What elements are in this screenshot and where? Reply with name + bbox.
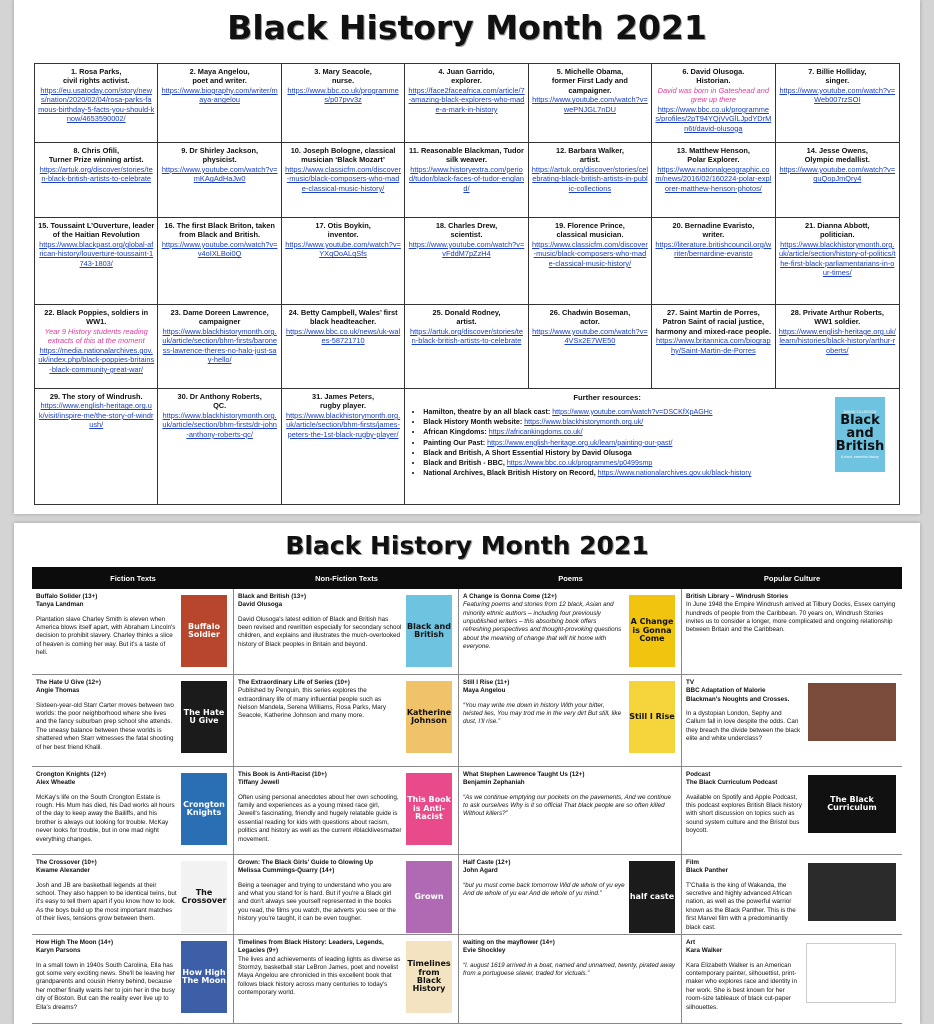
item-title: Timelines from Black History: Leaders, Legends, Legacies (9+) <box>238 939 384 955</box>
day-note: David was born in Gateshead and grew up there <box>657 85 770 105</box>
table-body <box>32 589 902 1024</box>
black-and-british-book-cover <box>835 397 885 472</box>
item-author: Alex Wheatle <box>36 779 76 787</box>
day-link[interactable]: https://www.bbc.co.uk/news/uk-wales-58721710 <box>285 326 401 346</box>
item-description: Often using personal anecdotes about her own schooling, family and experiences as a young mixed race girl, Jewell's fascinating, friendly and hugely relatable guide is essential reading for kids with questions about racism, politics and history as well as the current #blacklivesmatter movement. <box>238 793 402 843</box>
cover-image <box>629 861 675 933</box>
item-author: Karyn Parsons <box>36 947 81 955</box>
day-link[interactable]: https://www.youtube.com/watch?v=quQopJmQry4 <box>779 164 896 184</box>
day-heading: 30. Dr Anthony Roberts, <box>177 392 262 401</box>
table-row <box>32 855 902 935</box>
day-subheading: Turner Prize winning artist. <box>48 155 144 165</box>
table-cell <box>234 935 459 1023</box>
item-description: David Olusoga's latest edition of Black and British has been revised and rewritten especially for secondary school children, and explains and illustrates the much-overlooked history of Black peoples in Britain and beyond. <box>238 615 402 648</box>
day-subheading: nurse. <box>331 76 355 86</box>
item-description: Kara Elizabeth Walker is an American contemporary painter, silhouettist, print-maker who explores race and identity in her work. She is best known for her room-size tableaux of black cut-paper silhouettes. <box>686 961 797 1011</box>
table-cell <box>234 767 459 854</box>
item-title: Still I Rise (11+) <box>463 679 510 686</box>
cover-title: The Hate U Give <box>183 707 225 725</box>
day-link[interactable]: https://literature.britishcouncil.org/writer/bernardine-evaristo <box>655 239 772 259</box>
day-heading: 12. Barbara Walker, <box>555 146 624 155</box>
reading-list-page <box>14 523 920 1024</box>
calendar-day-29 <box>35 389 158 504</box>
day-subheading: artist. <box>456 317 477 327</box>
day-link[interactable]: https://www.blackpast.org/global-african-history/louverture-toussaint-1743-1803/ <box>39 239 154 268</box>
day-heading: 14. Jesse Owens, <box>806 146 868 155</box>
day-link[interactable]: https://www.blackhistorymonth.org.uk/article/section/bhm-firsts/dr-john-anthony-roberts-qc/ <box>162 410 277 439</box>
table-cell <box>459 767 682 854</box>
day-heading: 28. Private Arthur Roberts, <box>790 308 884 317</box>
day-link[interactable]: https://www.britannica.com/biography/Saint-Martin-de-Porres <box>656 336 771 355</box>
day-heading: 4. Juan Garrido, <box>438 67 495 76</box>
day-heading: 7. Billie Holliday, <box>808 67 867 76</box>
day-heading: 9. Dr Shirley Jackson, <box>181 146 259 155</box>
table-cell <box>459 855 682 934</box>
day-link[interactable]: https://www.historyextra.com/period/tudor/black-faces-of-tudor-england/ <box>408 164 524 193</box>
calendar-day-27 <box>652 305 775 389</box>
day-heading: 15. Toussaint L’Ouverture, leader of the Haitian Revolution <box>38 221 155 240</box>
table-row <box>32 675 902 767</box>
calendar-day-6 <box>652 64 775 143</box>
item-description: Sixteen-year-old Starr Carter moves between two worlds: the poor neighborhood where she lives and the fancy suburban prep school she attends. The uneasy balance between these worlds is shattered when Starr witnesses the fatal shooting of her best friend Khalil. <box>36 701 174 751</box>
day-link[interactable]: https://www.youtube.com/watch?v=YXqOoALqSfs <box>285 239 401 259</box>
column-header: Popular Culture <box>763 573 821 583</box>
day-link[interactable]: https://www.biography.com/writer/maya-angelou <box>161 85 278 105</box>
table-cell <box>32 675 234 766</box>
calendar-day-25 <box>405 305 528 389</box>
calendar-day-30 <box>158 389 281 504</box>
resource-item <box>423 438 793 448</box>
cover-title: How High The Moon <box>181 967 226 985</box>
calendar-day-2 <box>158 64 281 143</box>
day-subheading: singer. <box>825 76 850 86</box>
day-heading: 25. Donald Rodney, <box>432 308 501 317</box>
column-header: Fiction Texts <box>110 573 156 583</box>
resource-link[interactable]: https://www.youtube.com/watch?v=DSCKfXpAGHc <box>552 407 713 416</box>
resource-item <box>423 458 793 468</box>
item-title: What Stephen Lawrence Taught Us (12+) <box>463 771 585 778</box>
table-header <box>32 567 902 589</box>
resource-label: African Kingdoms: <box>423 428 489 437</box>
day-subheading: Olympic medallist. <box>804 155 870 165</box>
calendar-day-24 <box>282 305 405 389</box>
item-description: T'Challa is the king of Wakanda, the secretive and highly advanced African nation, as well as the powerful warrior known as the Black Panther. This is the first Marvel film with a predominantly black cast. <box>686 881 796 931</box>
calendar-day-11 <box>405 143 528 218</box>
calendar-day-21 <box>776 218 899 305</box>
cover-title: This Book is Anti-Racist <box>407 795 451 822</box>
day-subheading: poet and writer. <box>192 76 247 86</box>
day-subheading: actor. <box>580 317 600 327</box>
day-heading: 16. The first Black Briton, taken from Black and British. <box>164 221 275 240</box>
day-link[interactable]: https://www.youtube.com/watch?v=mKAgAdHaJw0 <box>161 164 278 184</box>
item-author: Benjamin Zephaniah <box>463 779 525 787</box>
calendar-day-5 <box>529 64 652 143</box>
day-subheading: classical musician. <box>556 230 624 240</box>
table-cell <box>32 767 234 854</box>
resource-item <box>423 427 793 437</box>
item-author: The Black Curriculum Podcast <box>686 779 778 787</box>
day-link[interactable]: https://www.bbc.co.uk/programmes/profiles/2pT94YQjVvGlLJpdYDrMn6t/david-olusoga <box>655 104 772 133</box>
item-description: In a small town in 1940s South Carolina, Ella has got some very exciting news. She'll be leaving her grandparents and cousin Henry behind, because her mother finally wants her to join her in the busy city of Boston. But can the reality ever live up to Ella's dreams? <box>36 961 176 1011</box>
reading-list-title: Black History Month 2021 <box>285 531 649 560</box>
calendar-day-14 <box>776 143 899 218</box>
day-heading: 22. Black Poppies, soldiers in WW1. <box>44 308 149 327</box>
day-subheading: scientist. <box>450 230 483 240</box>
day-link[interactable]: https://www.classicfm.com/discover-music/black-composers-who-made-classical-music-history/ <box>285 164 401 193</box>
cover-title: Still I Rise <box>629 711 675 721</box>
table-cell <box>459 589 682 674</box>
table-cell <box>459 935 682 1023</box>
cover-title: The Crossover <box>181 887 227 905</box>
resource-item <box>423 417 793 427</box>
day-link[interactable]: https://artuk.org/discover/stories/ten-black-british-artists-to-celebrate <box>39 164 153 184</box>
day-heading: 17. Otis Boykin, <box>315 221 371 230</box>
resource-item <box>423 468 793 478</box>
item-author: John Agard <box>463 867 498 875</box>
cover-image <box>629 681 675 753</box>
cover-image <box>406 861 452 933</box>
day-heading: 21. Dianna Abbott, <box>804 221 870 230</box>
item-author: Tanya Landman <box>36 601 84 609</box>
day-link[interactable]: https://www.youtube.com/watch?v=4VSx2E7WE50 <box>532 326 648 346</box>
table-cell <box>682 589 902 674</box>
day-subheading: physicist. <box>202 155 237 165</box>
table-cell <box>682 855 902 934</box>
item-description: In June 1948 the Empire Windrush arrived at Tilbury Docks, Essex carrying hundreds of people from the Caribbean. 70 years on, Windrush Stories invites us to consider a longer, more complicated and ongoing relationship between Britain and the Caribbean. <box>686 601 896 634</box>
item-author: Angie Thomas <box>36 687 80 695</box>
day-subheading: former First Lady and campaigner. <box>551 76 628 95</box>
day-heading: 10. Joseph Bologne, classical musician ‘Black Mozart’ <box>290 146 396 165</box>
item-author: BBC Adaptation of Malorie Blackman's Noughts and Crosses. <box>686 687 790 703</box>
day-subheading: inventor. <box>327 230 359 240</box>
item-title: How High The Moon (14+) <box>36 939 114 946</box>
day-link[interactable]: https://www.youtube.com/watch?v=vFddM7pZzH4 <box>408 239 525 259</box>
resources-title: Further resources: <box>573 393 641 402</box>
day-heading: 23. Dame Doreen Lawrence, campaigner <box>170 308 269 327</box>
item-author: Kwame Alexander <box>36 867 91 875</box>
calendar-day-26 <box>529 305 652 389</box>
day-subheading: explorer. <box>451 76 482 86</box>
day-heading: 5. Michelle Obama, <box>556 67 624 76</box>
item-title: Half Caste (12+) <box>463 859 511 866</box>
resource-label: Black and British - BBC, <box>423 459 507 468</box>
item-title: A Change is Gonna Come (12+) <box>463 593 557 600</box>
item-title: The Crossover (10+) <box>36 859 97 866</box>
day-heading: 24. Betty Campbell, Wales’ first black headteacher. <box>288 308 398 327</box>
item-author: Maya Angelou <box>463 687 506 695</box>
day-link[interactable]: https://www.bbc.co.uk/programmes/p07pvv3z <box>287 85 399 105</box>
table-cell <box>234 855 459 934</box>
table-cell <box>234 675 459 766</box>
day-link[interactable]: https://face2faceafrica.com/article/7-amazing-black-explorers-who-made-a-mark-in-history <box>408 85 525 114</box>
table-row <box>32 589 902 675</box>
item-title: The Hate U Give (12+) <box>36 679 101 686</box>
cover-title: The Black Curriculum <box>827 794 877 812</box>
item-title: This Book is Anti-Racist (10+) <box>238 771 327 778</box>
day-link[interactable]: https://www.youtube.com/watch?v=Web007rzSOI <box>779 85 896 105</box>
day-link[interactable]: https://www.classicfm.com/discover-music/black-composers-who-made-classical-music-history/ <box>532 239 648 268</box>
calendar-day-8 <box>35 143 158 218</box>
day-heading: 26. Chadwin Boseman, <box>549 308 631 317</box>
item-description: In a dystopian London, Sephy and Callum fall in love despite the odds. Can they breach the divide between the black elite and white underclass? <box>686 710 801 743</box>
cover-title: Black and British <box>407 621 451 639</box>
item-author: Black Panther <box>686 867 728 875</box>
day-link[interactable]: https://www.blackhistorymonth.org.uk/article/section/history-of-politics/the-first-black-parliamentarians-in-our-times/ <box>778 239 896 278</box>
day-link[interactable]: https://www.english-heritage.org.uk/learn/histories/black-history/arthur-roberts/ <box>778 326 896 355</box>
table-row <box>32 767 902 855</box>
day-heading: 2. Maya Angelou, <box>189 67 250 76</box>
calendar-day-3 <box>282 64 405 143</box>
item-author: Kara Walker <box>686 947 723 955</box>
day-heading: 27. Saint Martin de Porres, Patron Saint of racial justice, harmony and mixed-race people. <box>655 308 772 336</box>
item-title: British Library – Windrush Stories <box>686 593 789 600</box>
day-heading: 31. James Peters, <box>312 392 375 401</box>
cover-title: Timelines from Black History <box>407 959 451 994</box>
day-link[interactable]: https://artuk.org/discover/stories/celebrating-black-british-artists-in-public-collections <box>531 164 649 193</box>
calendar-day-28 <box>776 305 899 389</box>
cover-title: half caste <box>629 891 675 901</box>
day-heading: 1. Rosa Parks, <box>70 67 122 76</box>
day-heading: 6. David Olusoga. <box>682 67 745 76</box>
item-title: Buffalo Solider (13+) <box>36 593 98 600</box>
item-title: Art <box>686 939 696 946</box>
calendar-day-22 <box>35 305 158 389</box>
cover-title: A Change is Gonna Come <box>630 617 674 644</box>
calendar-day-12 <box>529 143 652 218</box>
calendar-day-13 <box>652 143 775 218</box>
item-description: “As we continue emptying our pockets on the pavements, And we continue to ask ourselves Why is it so official That black people are so often killed Without killers?” <box>463 793 672 818</box>
calendar-day-23 <box>158 305 281 389</box>
day-subheading: WW1 soldier. <box>814 317 861 327</box>
day-subheading: Historian. <box>696 76 731 86</box>
resource-link[interactable]: https://www.bbc.co.uk/programmes/p0499smp <box>506 459 653 468</box>
item-title: Podcast <box>686 771 711 778</box>
cover-image <box>181 681 227 753</box>
table-cell <box>32 589 234 674</box>
calendar-day-16 <box>158 218 281 305</box>
calendar-day-1 <box>35 64 158 143</box>
calendar-day-4 <box>405 64 528 143</box>
item-title: Film <box>686 859 699 866</box>
cover-image <box>181 595 227 667</box>
table-cell <box>459 675 682 766</box>
table-cell <box>682 675 902 766</box>
item-description: “but yu must come back tomorrow Wid de whole of yu eye And de whole of yu ear And de whole of yu mind.” <box>463 881 625 898</box>
book-author: DAVID OLUSOGA <box>843 409 877 415</box>
cover-image <box>181 861 227 933</box>
table-cell <box>32 935 234 1023</box>
book-title: Black and British <box>835 413 885 455</box>
column-header: Poems <box>558 573 583 583</box>
calendar-day-20 <box>652 218 775 305</box>
day-link[interactable]: https://media.nationalarchives.gov.uk/index.php/black-poppies-britains-black-community-great-war/ <box>38 345 155 374</box>
calendar-day-18 <box>405 218 528 305</box>
resources-list <box>411 407 793 479</box>
cover-image <box>406 681 452 753</box>
resource-item <box>423 407 793 417</box>
day-link[interactable]: https://eu.usatoday.com/story/news/nation/2020/02/04/rosa-parks-famous-birthday-5-facts-you-should-know/4653590002/ <box>38 85 155 124</box>
item-title: The Extraordinary Life of Series (10+) <box>238 679 350 686</box>
resource-link[interactable]: https://www.english-heritage.org.uk/learn/painting-our-past/ <box>487 438 673 447</box>
calendar-page <box>14 0 920 514</box>
further-resources <box>405 389 899 504</box>
item-title: waiting on the mayflower (14+) <box>463 939 555 946</box>
day-link[interactable]: https://www.youtube.com/watch?v=v4oIXLBoi0Q <box>161 239 278 259</box>
cover-title: Katherine Johnson <box>406 707 452 725</box>
cover-image <box>406 773 452 845</box>
resource-label: National Archives, Black British History on Record, <box>423 469 598 478</box>
cover-image <box>808 775 896 833</box>
cover-image <box>181 773 227 845</box>
day-note: Year 9 History students reading extracts of this at the moment <box>44 326 148 346</box>
day-link[interactable]: https://www.nationalgeographic.com/news/2016/02/160224-polar-explorer-matthew-henson-photos/ <box>655 164 772 193</box>
calendar-day-15 <box>35 218 158 305</box>
cover-title: Buffalo Soldier <box>188 621 220 639</box>
resource-label: Black and British, A Short Essential History by David Olusoga <box>423 448 632 457</box>
table-cell <box>234 589 459 674</box>
day-subheading: civil rights activist. <box>62 76 130 86</box>
day-heading: 3. Mary Seacole, <box>314 67 372 76</box>
day-link[interactable]: https://www.english-heritage.org.uk/visit/inspire-me/the-story-of-windrush/ <box>38 401 154 430</box>
item-title: TV <box>686 679 695 686</box>
item-description: Available on Spotify and Apple Podcast, this podcast explores British Black history with short discussion on topics such as sound system culture and the Bristol bus boycott. <box>686 793 802 835</box>
calendar-day-17 <box>282 218 405 305</box>
day-link[interactable]: https://www.blackhistorymonth.org.uk/article/section/bhm-firsts/baroness-lawrence-theres-no-halo-just-say-hello/ <box>162 326 277 365</box>
resource-label: Hamilton, theatre by an all black cast: <box>423 407 553 416</box>
resource-link[interactable]: https://www.blackhistorymonth.org.uk/ <box>524 418 644 426</box>
item-title: Grown: The Black Girls' Guide to Glowing Up <box>238 859 374 866</box>
day-heading: 19. Florence Prince, <box>555 221 625 230</box>
item-description: Featuring poems and stories from 12 black, Asian and minority ethnic authors – including four previously unpublished writers – this absorbing book offers refreshing perspectives and thought-provoking questions about the meaning of change that will hit home with everyone. <box>463 601 622 651</box>
item-title: Crongton Knights (12+) <box>36 771 107 778</box>
item-description: Published by Penguin, this series explores the extraordinary life of many influential people such as Nelson Mandela, Serena Williams, Rosa Parks, Mary Seacole, Katherine Johnson and many more. <box>238 687 387 720</box>
calendar-day-7 <box>776 64 899 143</box>
day-heading: 20. Bernadine Evaristo, <box>672 221 755 230</box>
resource-link[interactable]: https://africankingdoms.co.uk/ <box>488 428 583 437</box>
cover-image <box>629 595 675 667</box>
book-subtitle: A short, essential history <box>841 455 879 460</box>
day-link[interactable]: https://www.youtube.com/watch?v=wePNJGL7nDU <box>532 95 648 114</box>
resource-label: Painting Our Past: <box>423 438 488 447</box>
day-subheading: Polar Explorer. <box>687 155 740 165</box>
cover-image <box>406 595 452 667</box>
day-link[interactable]: https://www.blackhistorymonth.org.uk/article/section/bhm-firsts/james-peters-the-1st-black-rugby-player/ <box>285 410 401 439</box>
item-description: “You may write me down in history With your bitter, twisted lies, You may trod me in the very dirt But still, like dust, I’ll rise.” <box>463 701 622 726</box>
item-description: Josh and JB are basketball legends at their school. They also happen to be identical twins, but it's easy to tell them apart if you know how to look. As the boys build up the most important matches of their lives, tensions grow between them. <box>36 881 177 923</box>
calendar-day-31 <box>282 389 405 504</box>
item-author: David Olusoga <box>238 601 283 609</box>
day-heading: 8. Chris Ofili, <box>73 146 119 155</box>
item-description: “l. august 1619 arrived in a boat, named and unnamed, twenty, pirated away from a portuguese slaver, traded for victuals.” <box>463 961 676 978</box>
column-header: Non-Fiction Texts <box>315 573 378 583</box>
reading-list-table <box>32 567 902 1024</box>
day-heading: 18. Charles Drew, <box>435 221 498 230</box>
table-cell <box>682 935 902 1023</box>
item-author: Evie Shockley <box>463 947 506 955</box>
item-description: McKay's life on the South Crongton Estate is rough. His Mum has died, his Dad works all hours of the day to keep away the Bailiffs, and his brother is always out looking for trouble. McKay never looks for trouble, but in one mad night everything changes. <box>36 793 175 843</box>
calendar-grid <box>34 63 900 505</box>
calendar-title: Black History Month 2021 <box>227 8 707 47</box>
cover-image <box>181 941 227 1013</box>
calendar-day-19 <box>529 218 652 305</box>
item-description: Being a teenager and trying to understand who you are and what you stand for is hard. But if you're a Black girl and don't always see yourself represented in the books you read, the films you watch, the adverts you see or the history you're taught, it can be even tougher. <box>238 881 396 923</box>
item-author: Melissa Cummings-Quarry (14+) <box>238 867 335 875</box>
item-description: Plantation slave Charley Smith is eleven when America blows itself apart, with Abraham Lincoln's decision to prohibit slavery. Charley thinks a slice of heaven is coming her way. But it's a taste of hell. <box>36 615 176 657</box>
table-cell <box>682 767 902 854</box>
resource-label: Black History Month website: <box>423 418 525 426</box>
day-heading: 29. The story of Windrush. <box>49 392 143 401</box>
day-heading: 11. Reasonable Blackman, Tudor silk weaver. <box>409 146 524 165</box>
cover-image <box>806 943 896 1003</box>
item-description: The lives and achievements of leading lights as diverse as Stormzy, basketball star LeBron James, poet and novelist Maya Angelou are chronicled in this excellent book that follows black history across many centuries to today's contemporary world. <box>238 955 401 997</box>
cover-title: Grown <box>414 891 444 901</box>
day-subheading: QC. <box>213 401 227 411</box>
calendar-day-9 <box>158 143 281 218</box>
cover-image <box>808 863 896 921</box>
resource-item <box>423 448 793 458</box>
day-subheading: rugby player. <box>320 401 367 411</box>
cover-image <box>406 941 452 1013</box>
cover-title: Crongton Knights <box>183 799 225 817</box>
day-heading: 13. Matthew Henson, <box>676 146 750 155</box>
resource-link[interactable]: https://www.nationalarchives.gov.uk/black-history <box>597 469 752 478</box>
day-subheading: writer. <box>702 230 725 240</box>
table-cell <box>32 855 234 934</box>
day-link[interactable]: https://artuk.org/discover/stories/ten-black-british-artists-to-celebrate <box>410 326 523 346</box>
calendar-day-10 <box>282 143 405 218</box>
item-author: Tiffany Jewell <box>238 779 280 787</box>
item-title: Black and British (13+) <box>238 593 307 600</box>
table-row <box>32 935 902 1024</box>
day-subheading: politician. <box>820 230 855 240</box>
day-subheading: artist. <box>579 155 600 165</box>
cover-image <box>808 683 896 741</box>
